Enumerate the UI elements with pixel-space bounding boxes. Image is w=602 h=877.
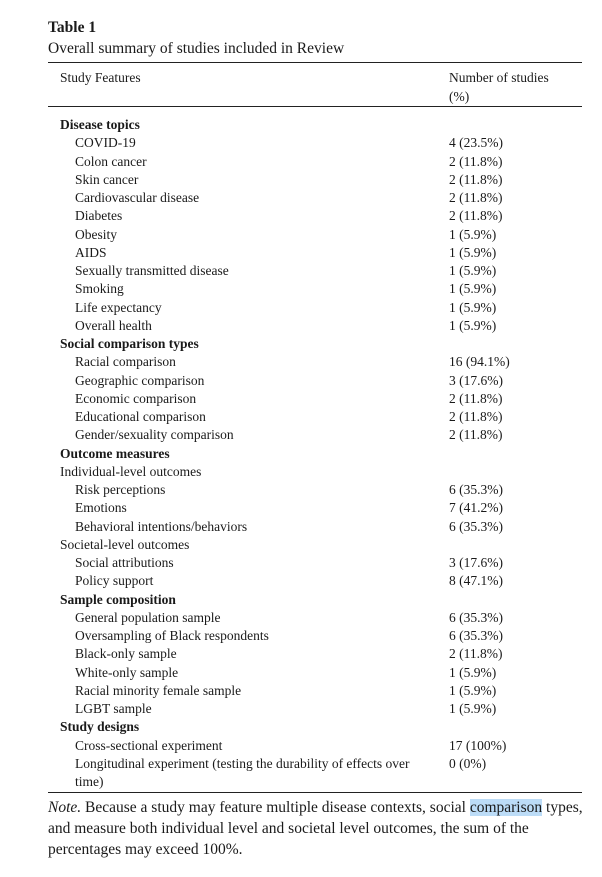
row-value: 17 (100%) bbox=[449, 737, 507, 753]
table-row bbox=[48, 554, 582, 572]
row-value: 0 (0%) bbox=[449, 755, 487, 771]
header-rule bbox=[48, 106, 582, 107]
bottom-rule bbox=[48, 792, 582, 793]
row-label: Sample composition bbox=[60, 591, 176, 607]
column-header-count-line2: (%) bbox=[449, 89, 470, 104]
table-row bbox=[48, 426, 582, 444]
row-label: Diabetes bbox=[75, 208, 123, 224]
table-label: Table 1 bbox=[48, 19, 97, 36]
row-label: Geographic comparison bbox=[75, 372, 205, 388]
top-rule bbox=[48, 62, 582, 63]
table-subsection-row bbox=[48, 536, 582, 554]
table-row bbox=[48, 299, 582, 317]
column-header-features: Study Features bbox=[60, 70, 141, 85]
table-row bbox=[48, 627, 582, 645]
note-highlighted-word[interactable]: comparison bbox=[469, 799, 543, 816]
row-value: 1 (5.9%) bbox=[449, 281, 497, 297]
row-label: Cardiovascular disease bbox=[75, 190, 200, 205]
row-label: Economic comparison bbox=[75, 390, 197, 406]
table-row bbox=[48, 499, 582, 517]
row-value: 1 (5.9%) bbox=[449, 226, 497, 242]
row-label: Educational comparison bbox=[75, 409, 206, 424]
row-value: 16 (94.1%) bbox=[449, 354, 510, 370]
row-label: Smoking bbox=[75, 281, 124, 297]
row-label: White-only sample bbox=[75, 664, 179, 680]
row-label: Black-only sample bbox=[75, 646, 177, 662]
row-label: Obesity bbox=[75, 226, 117, 242]
row-value: 6 (35.3%) bbox=[449, 628, 503, 643]
table-section-row bbox=[48, 445, 582, 463]
table-title: Overall summary of studies included in Review bbox=[48, 40, 345, 57]
table-subsection-row bbox=[48, 463, 582, 481]
row-label: Behavioral intentions/behaviors bbox=[75, 518, 248, 534]
row-label: LGBT sample bbox=[75, 701, 152, 716]
table-row bbox=[48, 189, 582, 207]
table-row bbox=[48, 609, 582, 627]
row-label: Racial minority female sample bbox=[75, 682, 242, 698]
row-label: Social attributions bbox=[75, 555, 174, 570]
table-section-row bbox=[48, 335, 582, 353]
table-row bbox=[48, 664, 582, 682]
row-value: 2 (11.8%) bbox=[449, 390, 503, 406]
table-row bbox=[48, 317, 582, 335]
row-value: 6 (35.3%) bbox=[449, 518, 503, 534]
row-value: 1 (5.9%) bbox=[449, 317, 497, 333]
row-value: 1 (5.9%) bbox=[449, 244, 497, 260]
table-row bbox=[48, 390, 582, 408]
table-section-row bbox=[48, 718, 582, 736]
row-label: Skin cancer bbox=[75, 171, 139, 187]
table-section-row bbox=[48, 116, 582, 134]
row-label: AIDS bbox=[75, 244, 107, 260]
row-label: Societal-level outcomes bbox=[60, 536, 190, 552]
row-label: Gender/sexuality comparison bbox=[75, 427, 234, 443]
table-row bbox=[48, 134, 582, 152]
table-row bbox=[48, 700, 582, 718]
table-row bbox=[48, 353, 582, 371]
table-note bbox=[48, 797, 588, 860]
table-row bbox=[48, 755, 582, 792]
table-row bbox=[48, 572, 582, 590]
row-value: 2 (11.8%) bbox=[449, 409, 503, 424]
row-value: 2 (11.8%) bbox=[449, 153, 503, 169]
note-lead: Note. bbox=[48, 799, 82, 816]
table-row bbox=[48, 153, 582, 171]
row-value: 1 (5.9%) bbox=[449, 682, 497, 698]
table-row bbox=[48, 518, 582, 536]
row-label: Colon cancer bbox=[75, 153, 147, 169]
row-value: 8 (47.1%) bbox=[449, 573, 503, 589]
row-label: Sexually transmitted disease bbox=[75, 263, 229, 278]
row-value: 2 (11.8%) bbox=[449, 646, 503, 662]
note-text-after: types, and measure both individual level and societal level outcomes, the sum of the percentages may exceed 100%. bbox=[48, 799, 583, 858]
row-value: 2 (11.8%) bbox=[449, 427, 503, 443]
row-value: 7 (41.2%) bbox=[449, 500, 503, 516]
row-value: 1 (5.9%) bbox=[449, 299, 497, 315]
row-value: 1 (5.9%) bbox=[449, 664, 497, 680]
row-value: 1 (5.9%) bbox=[449, 263, 497, 278]
row-value: 6 (35.3%) bbox=[449, 609, 503, 625]
table-row bbox=[48, 737, 582, 755]
table-row bbox=[48, 280, 582, 298]
table-body bbox=[48, 116, 582, 791]
row-value: 6 (35.3%) bbox=[449, 482, 503, 497]
table-row bbox=[48, 372, 582, 390]
row-label: Individual-level outcomes bbox=[60, 463, 202, 479]
row-value: 4 (23.5%) bbox=[449, 135, 503, 151]
row-label: Longitudinal experiment (testing the durability of effects over time) bbox=[75, 755, 410, 789]
row-label: Cross-sectional experiment bbox=[75, 737, 223, 753]
table-row bbox=[48, 408, 582, 426]
table-row bbox=[48, 682, 582, 700]
row-label: Policy support bbox=[75, 573, 154, 589]
row-value: 3 (17.6%) bbox=[449, 372, 503, 388]
row-label: Disease topics bbox=[60, 117, 140, 132]
table-row bbox=[48, 244, 582, 262]
row-value: 3 (17.6%) bbox=[449, 555, 503, 570]
row-value: 2 (11.8%) bbox=[449, 190, 503, 205]
row-value: 2 (11.8%) bbox=[449, 171, 503, 187]
table-row bbox=[48, 262, 582, 280]
table-row bbox=[48, 226, 582, 244]
table-row bbox=[48, 207, 582, 225]
table-row bbox=[48, 481, 582, 499]
note-text-before: Because a study may feature multiple disease contexts, social bbox=[81, 799, 470, 816]
row-value: 2 (11.8%) bbox=[449, 208, 503, 224]
table-section-row bbox=[48, 591, 582, 609]
row-label: Study designs bbox=[60, 719, 140, 735]
table-row bbox=[48, 171, 582, 189]
row-label: Racial comparison bbox=[75, 354, 176, 370]
column-header-count-line1: Number of studies bbox=[449, 70, 549, 85]
table-row bbox=[48, 645, 582, 663]
row-label: Emotions bbox=[75, 500, 127, 516]
row-label: Risk perceptions bbox=[75, 482, 166, 497]
row-label: General population sample bbox=[75, 609, 221, 625]
row-label: Outcome measures bbox=[60, 445, 170, 461]
column-header-count bbox=[449, 68, 599, 106]
row-label: COVID-19 bbox=[75, 135, 136, 151]
row-label: Life expectancy bbox=[75, 299, 162, 315]
row-value: 1 (5.9%) bbox=[449, 701, 497, 716]
row-label: Oversampling of Black respondents bbox=[75, 628, 269, 643]
row-label: Social comparison types bbox=[60, 336, 199, 351]
row-label: Overall health bbox=[75, 317, 152, 333]
